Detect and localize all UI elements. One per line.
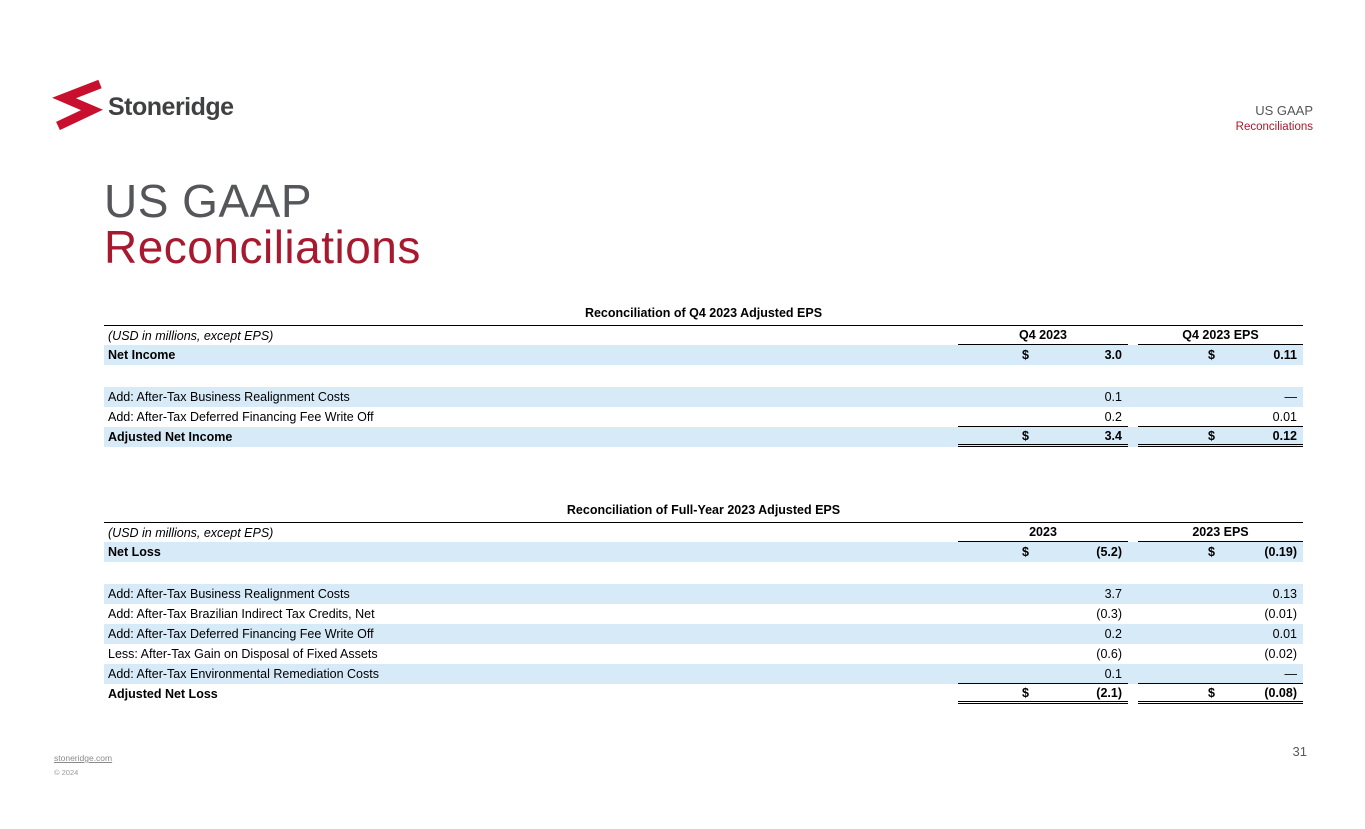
page-title-line1: US GAAP: [104, 175, 313, 227]
stoneridge-com-link[interactable]: stoneridge.com: [54, 753, 113, 763]
table-row: [104, 664, 1303, 684]
cell-value: —: [1284, 666, 1297, 681]
cell-value: 3.4: [1104, 428, 1122, 443]
copyright: © 2024: [54, 768, 79, 777]
table-row: [104, 542, 1303, 562]
dollar-sign: $: [1208, 428, 1215, 443]
cell-value: 0.1: [1104, 666, 1122, 681]
stoneridge-logo: [52, 80, 234, 135]
table-title: Reconciliation of Q4 2023 Adjusted EPS: [584, 306, 823, 320]
cell-value: 0.01: [1272, 409, 1297, 424]
row-label: Add: After-Tax Brazilian Indirect Tax Credits, Net: [108, 607, 375, 621]
slide-label: [1236, 103, 1313, 133]
cell-value: 3.7: [1104, 587, 1122, 601]
row-label: Add: After-Tax Business Realignment Costs: [108, 390, 350, 404]
dollar-sign: $: [1022, 348, 1029, 362]
page-title: [104, 175, 421, 273]
row-label: Adjusted Net Loss: [108, 687, 218, 701]
cell-value: 0.2: [1104, 627, 1122, 641]
cell-value: (0.3): [1096, 607, 1122, 621]
cell-value: 0.12: [1272, 428, 1297, 443]
slide-label-line1: US GAAP: [1255, 103, 1313, 118]
table-row: [104, 644, 1303, 664]
table-row: [104, 407, 1303, 427]
cell-value: 0.1: [1104, 390, 1122, 404]
row-label: Add: After-Tax Environmental Remediation Costs: [108, 667, 379, 681]
row-label: Net Loss: [108, 545, 161, 559]
column-header-q4-2023-eps: Q4 2023 EPS: [1138, 326, 1303, 345]
table-header-row: [104, 523, 1303, 542]
cell-value: (0.6): [1096, 647, 1122, 661]
stoneridge-swoosh-icon: [52, 80, 104, 135]
page-title-line2: Reconciliations: [104, 221, 421, 273]
full-year-2023-table: [104, 503, 1303, 704]
dollar-sign: $: [1208, 348, 1215, 362]
row-label: Add: After-Tax Business Realignment Costs: [108, 587, 350, 601]
cell-value: —: [1284, 390, 1297, 404]
blank-row: [104, 562, 1303, 584]
row-label: Add: After-Tax Deferred Financing Fee Write Off: [108, 627, 374, 641]
row-label: Less: After-Tax Gain on Disposal of Fixed Assets: [108, 647, 378, 661]
row-label: Net Income: [108, 348, 176, 362]
column-header-2023: 2023: [958, 523, 1128, 542]
cell-value: 0.2: [1104, 409, 1122, 424]
page-number: 31: [1292, 744, 1307, 759]
table-row: [104, 624, 1303, 644]
logo-wordmark: Stoneridge: [108, 93, 234, 121]
column-header-q4-2023: Q4 2023: [958, 326, 1128, 345]
footer: [54, 748, 112, 777]
cell-value: (5.2): [1096, 545, 1122, 559]
cell-value: (0.08): [1264, 685, 1297, 700]
unit-label: (USD in millions, except EPS): [108, 525, 274, 540]
table-row: [104, 387, 1303, 407]
unit-label: (USD in millions, except EPS): [108, 328, 274, 343]
cell-value: (0.01): [1264, 607, 1297, 621]
slide-label-line2: Reconciliations: [1235, 121, 1313, 133]
table-row: [104, 584, 1303, 604]
q4-2023-table: [104, 306, 1303, 447]
cell-value: 0.13: [1272, 587, 1297, 601]
table-total-row: [104, 684, 1303, 704]
dollar-sign: $: [1208, 545, 1215, 559]
cell-value: (0.19): [1264, 545, 1297, 559]
column-header-2023-eps: 2023 EPS: [1138, 523, 1303, 542]
table-row: [104, 345, 1303, 365]
cell-value: (2.1): [1096, 685, 1122, 700]
table-row: [104, 604, 1303, 624]
table-title: Reconciliation of Full-Year 2023 Adjusted EPS: [566, 503, 841, 517]
dollar-sign: $: [1208, 685, 1215, 700]
cell-value: 0.01: [1272, 627, 1297, 641]
cell-value: (0.02): [1264, 647, 1297, 661]
dollar-sign: $: [1022, 428, 1029, 443]
row-label: Add: After-Tax Deferred Financing Fee Write Off: [108, 410, 374, 424]
table-header-row: [104, 326, 1303, 345]
cell-value: 0.11: [1273, 348, 1297, 362]
row-label: Adjusted Net Income: [108, 430, 233, 444]
dollar-sign: $: [1022, 545, 1029, 559]
cell-value: 3.0: [1104, 348, 1122, 362]
blank-row: [104, 365, 1303, 387]
dollar-sign: $: [1022, 685, 1029, 700]
table-total-row: [104, 427, 1303, 447]
